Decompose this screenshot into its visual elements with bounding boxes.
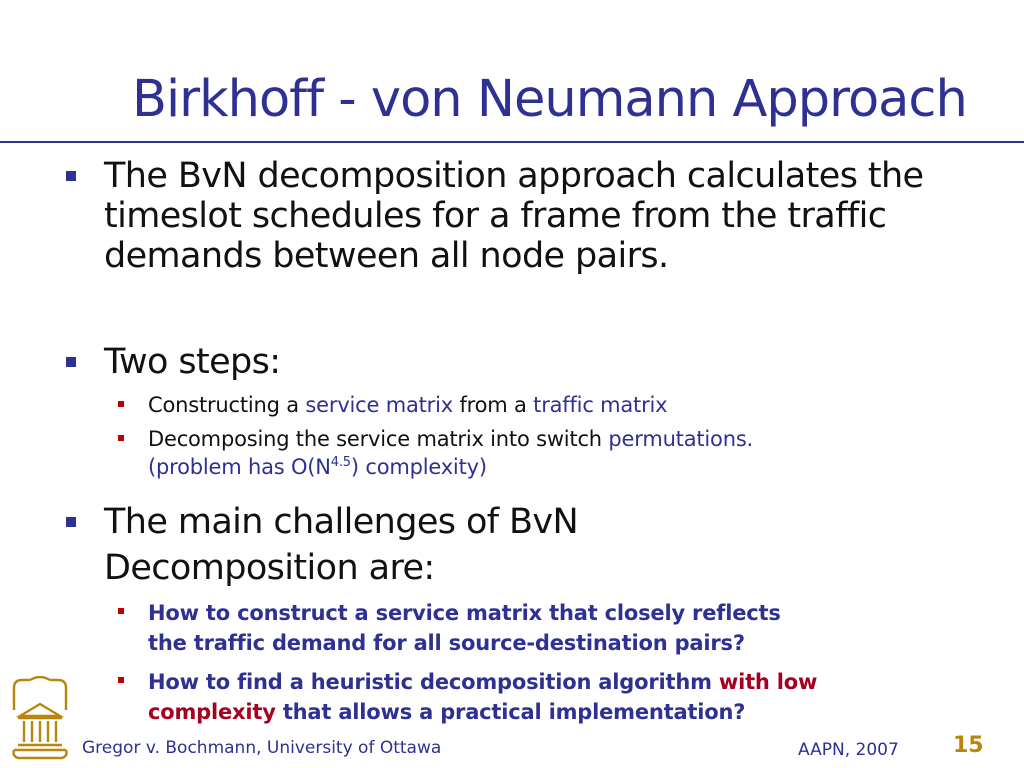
text-part: from a	[452, 393, 534, 417]
complexity-note	[148, 455, 487, 479]
bullet-square-icon	[118, 435, 124, 441]
sub-bullet-challenge-1	[118, 598, 978, 658]
sub-bullet-decomposing	[118, 425, 978, 481]
footer-event: AAPN, 2007	[798, 740, 899, 760]
bullet-text: The BvN decomposition approach calculates the timeslot schedules for a frame from the traffic demands between all node pairs.	[104, 156, 924, 276]
sub-bullet-text	[148, 667, 978, 727]
bullet-two-steps	[66, 342, 946, 382]
university-logo-icon	[8, 676, 72, 760]
bullet-bvn-approach	[66, 156, 946, 276]
text-part: How to find a heuristic decomposition algorithm	[148, 670, 719, 694]
footer-author: Gregor v. Bochmann, University of Ottawa	[82, 738, 442, 758]
text-line: the traffic demand for all source-destination pairs?	[148, 631, 745, 655]
text-part: (problem has O(N	[148, 455, 331, 479]
highlight-permutations: permutations.	[608, 427, 754, 451]
bullet-text	[104, 499, 946, 591]
text-part: that allows a practical implementation?	[275, 700, 746, 724]
bullet-square-icon	[66, 357, 76, 367]
text-line: How to construct a service matrix that closely reflects	[148, 601, 781, 625]
text-line: The main challenges of BvN	[104, 502, 579, 542]
sub-bullet-constructing	[118, 391, 978, 419]
bullet-square-icon	[66, 517, 76, 527]
sub-bullet-text	[148, 425, 978, 481]
slide-title: Birkhoff - von Neumann Approach	[132, 70, 967, 129]
bullet-square-icon	[118, 677, 124, 683]
sub-bullet-text	[148, 598, 978, 658]
text-part: Decomposing the service matrix into switch	[148, 427, 609, 451]
page-number: 15	[953, 733, 984, 758]
bullet-square-icon	[118, 401, 124, 407]
highlight-service-matrix: service matrix	[305, 393, 453, 417]
bullet-text: Two steps:	[104, 342, 281, 382]
text-part: ) complexity)	[350, 455, 487, 479]
highlight-complexity: complexity	[148, 700, 276, 724]
bullet-main-challenges	[66, 499, 946, 591]
exponent: 4.5	[330, 455, 351, 470]
highlight-traffic-matrix: traffic matrix	[533, 393, 668, 417]
highlight-with-low: with low	[718, 670, 818, 694]
text-part: Constructing a	[148, 393, 306, 417]
sub-bullet-text	[148, 391, 978, 419]
bullet-square-icon	[118, 608, 124, 614]
bullet-square-icon	[66, 171, 76, 181]
sub-bullet-challenge-2	[118, 667, 978, 727]
text-line: Decomposition are:	[104, 548, 435, 588]
